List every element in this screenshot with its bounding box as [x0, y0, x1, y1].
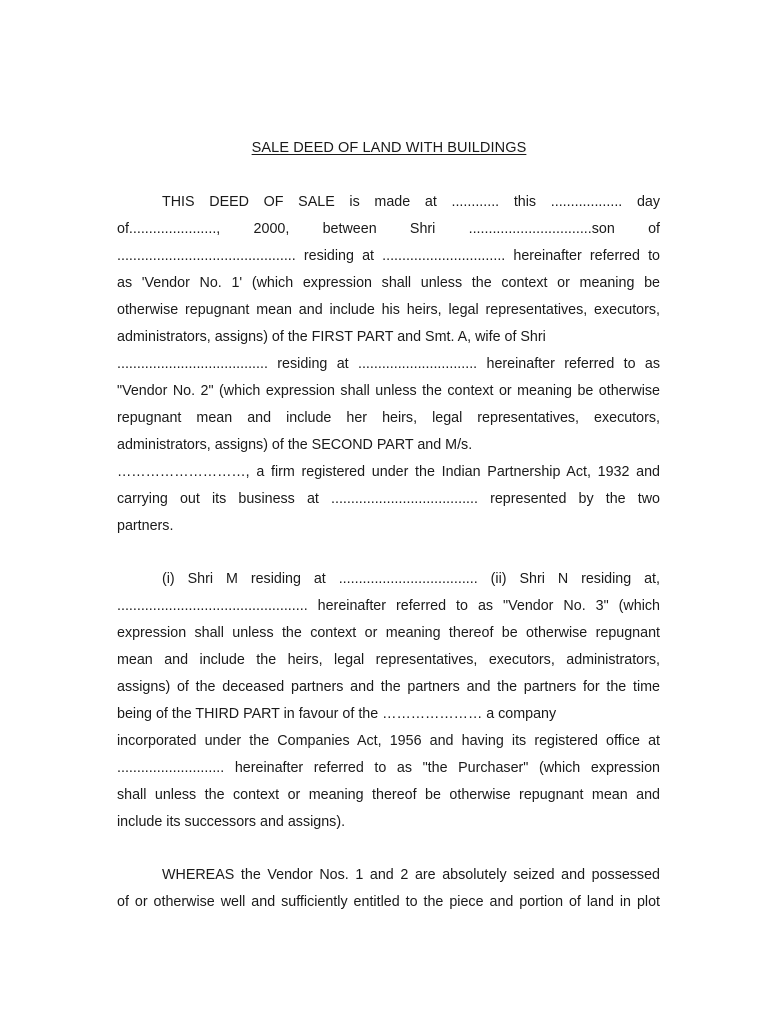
text-line: ………………………, a firm registered under the Indian Partnership Act, 1932 and: [117, 464, 660, 480]
text-line: of or otherwise well and sufficiently entitled to the piece and portion of land in plot: [117, 894, 660, 910]
text-line: of......................, 2000, between Shri ...............................son of: [117, 221, 660, 237]
text-line: shall unless the context or meaning thereof be otherwise repugnant mean and: [117, 787, 660, 803]
text-line: ...................................... residing at .............................. hereinafter referred to as: [117, 356, 660, 372]
text-line: ............................................. residing at ............................... hereinafter referred to: [117, 248, 660, 264]
text-line: expression shall unless the context or meaning thereof be otherwise repugnant: [117, 625, 660, 641]
text-line: incorporated under the Companies Act, 1956 and having its registered office at: [117, 733, 660, 749]
text-line: administrators, assigns) of the FIRST PART and Smt. A, wife of Shri: [117, 329, 546, 345]
text-line: ........................... hereinafter referred to as "the Purchaser" (which expression: [117, 760, 660, 776]
text-line: otherwise repugnant mean and include his heirs, legal representatives, executors,: [117, 302, 660, 318]
text-line: mean and include the heirs, legal representatives, executors, administrators,: [117, 652, 660, 668]
text-line: assigns) of the deceased partners and the partners and the partners for the time: [117, 679, 660, 695]
text-line: administrators, assigns) of the SECOND PART and M/s.: [117, 437, 473, 453]
text-line: WHEREAS the Vendor Nos. 1 and 2 are absolutely seized and possessed: [162, 867, 660, 883]
text-line: ................................................ hereinafter referred to as "Vendor No. 3" (which: [117, 598, 660, 614]
document-title: SALE DEED OF LAND WITH BUILDINGS: [251, 140, 527, 156]
text-line: partners.: [117, 518, 174, 534]
text-line: repugnant mean and include her heirs, legal representatives, executors,: [117, 410, 660, 426]
text-line: include its successors and assigns).: [117, 814, 346, 830]
text-line: "Vendor No. 2" (which expression shall unless the context or meaning be otherwise: [117, 383, 660, 399]
text-line: carrying out its business at ..................................... represented by the two: [117, 491, 660, 507]
text-line: as 'Vendor No. 1' (which expression shall unless the context or meaning be: [117, 275, 660, 291]
text-line: (i) Shri M residing at ................................... (ii) Shri N residing at,: [162, 571, 660, 587]
text-line: being of the THIRD PART in favour of the ………………… a company: [117, 706, 557, 722]
text-line: THIS DEED OF SALE is made at ............ this .................. day: [162, 194, 660, 210]
